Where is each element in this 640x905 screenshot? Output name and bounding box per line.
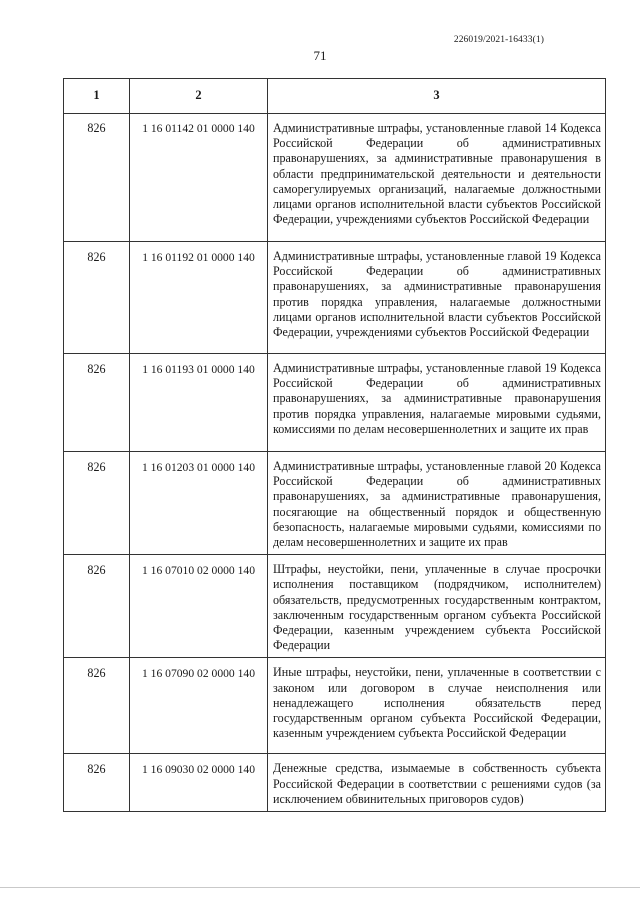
column-header-3: 3 [268, 79, 606, 114]
admin-code-cell: 826 [64, 452, 130, 555]
admin-code-cell: 826 [64, 754, 130, 812]
admin-code-cell: 826 [64, 555, 130, 658]
document-id: 226019/2021-16433(1) [453, 35, 544, 45]
kbk-code-cell: 1 16 07090 02 0000 140 [130, 658, 268, 754]
kbk-code-cell: 1 16 01193 01 0000 140 [130, 354, 268, 452]
description-cell: Иные штрафы, неустойки, пени, уплаченные в соответствии с законом или договором в случае неисполнения или ненадлежащего исполнения обязательств перед государственным органом субъекта Российской Федерации, казенным учреждением субъекта Российской Федерации [268, 658, 606, 754]
table-header-row [64, 79, 606, 114]
column-header-2: 2 [130, 79, 268, 114]
table-row [64, 754, 606, 812]
description-cell: Штрафы, неустойки, пени, уплаченные в случае просрочки исполнения поставщиком (подрядчиком, исполнителем) обязательств, предусмотренных государственным контрактом, заключенным государственным органом субъекта Российской Федерации, казенным учреждением субъекта Российской Федерации [268, 555, 606, 658]
scan-edge-line [0, 887, 640, 888]
table-row [64, 452, 606, 555]
kbk-code-cell: 1 16 01192 01 0000 140 [130, 242, 268, 354]
table-row [64, 242, 606, 354]
kbk-code-cell: 1 16 01142 01 0000 140 [130, 114, 268, 242]
description-cell: Административные штрафы, установленные главой 20 Кодекса Российской Федерации об административных правонарушениях, за административные правонарушения, посягающие на общественный порядок и общественную безопасность, налагаемые мировыми судьями, комиссиями по делам несовершеннолетних и защите их прав [268, 452, 606, 555]
column-header-1: 1 [64, 79, 130, 114]
description-cell: Административные штрафы, установленные главой 19 Кодекса Российской Федерации об административных правонарушениях, за административные правонарушения против порядка управления, налагаемые мировыми судьями, комиссиями по делам несовершеннолетних и защите их прав [268, 354, 606, 452]
admin-code-cell: 826 [64, 658, 130, 754]
table-row [64, 658, 606, 754]
admin-code-cell: 826 [64, 114, 130, 242]
table-row [64, 555, 606, 658]
kbk-code-cell: 1 16 01203 01 0000 140 [130, 452, 268, 555]
page-number: 71 [313, 48, 327, 63]
table-row [64, 114, 606, 242]
kbk-code-cell: 1 16 07010 02 0000 140 [130, 555, 268, 658]
revenue-codes-table [63, 78, 606, 812]
kbk-code-cell: 1 16 09030 02 0000 140 [130, 754, 268, 812]
description-cell: Административные штрафы, установленные главой 19 Кодекса Российской Федерации об административных правонарушениях, за административные правонарушения против порядка управления, налагаемые должностными лицами органов исполнительной власти субъектов Российской Федерации, учреждениями субъектов Российской Федерации [268, 242, 606, 354]
admin-code-cell: 826 [64, 354, 130, 452]
description-cell: Денежные средства, изымаемые в собственность субъекта Российской Федерации в соответствии с решениями судов (за исключением обвинительных приговоров судов) [268, 754, 606, 812]
description-cell: Административные штрафы, установленные главой 14 Кодекса Российской Федерации об административных правонарушениях, за административные правонарушения в области предпринимательской деятельности и деятельности саморегулируемых организаций, налагаемые должностными лицами органов исполнительной власти субъектов Российской Федерации, учреждениями субъектов Российской Федерации [268, 114, 606, 242]
admin-code-cell: 826 [64, 242, 130, 354]
table-row [64, 354, 606, 452]
